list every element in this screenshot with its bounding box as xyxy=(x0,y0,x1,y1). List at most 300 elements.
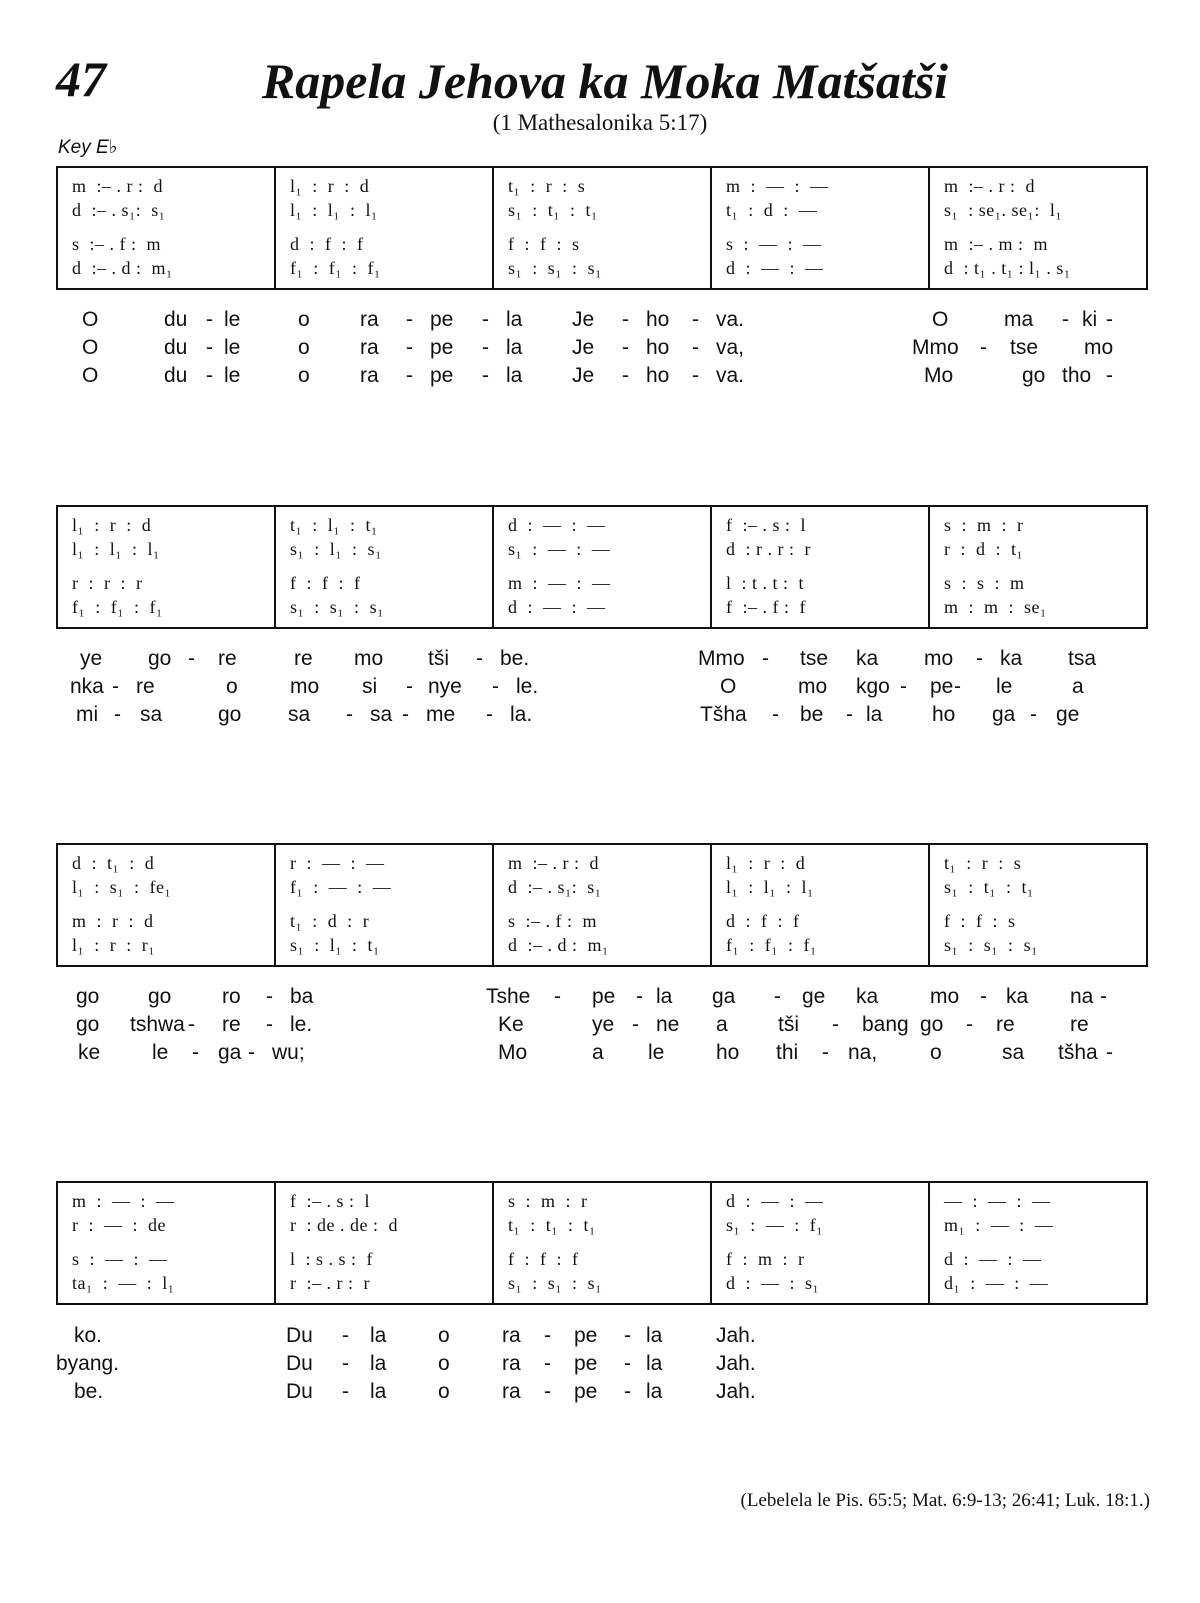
lyrics-block xyxy=(56,647,1156,731)
lyric-syllable: pe xyxy=(592,985,616,1008)
lyric-syllable: wu; xyxy=(272,1041,305,1064)
lyric-syllable: la xyxy=(656,985,673,1008)
solfa-part-row: r : d : t₁ xyxy=(944,539,1024,559)
lyric-syllable: mo xyxy=(1084,336,1114,359)
solfa-part-row: s₁ : s₁ : s₁ xyxy=(290,597,384,617)
solfa-part-row: m : — : — xyxy=(726,176,829,196)
lyric-syllable: la xyxy=(370,1324,387,1347)
lyric-syllable: ra xyxy=(360,364,379,387)
lyric-syllable: re xyxy=(222,1013,241,1036)
lyric-syllable: Du xyxy=(286,1324,313,1347)
solfa-part-row: f :– . s : l xyxy=(726,515,807,535)
lyric-syllable: du xyxy=(164,336,188,359)
solfa-part-row: s : m : r xyxy=(944,515,1024,535)
lyric-syllable: tse xyxy=(800,647,829,670)
lyric-syllable: la xyxy=(506,336,523,359)
solfa-part-row: f₁ : f₁ : f₁ xyxy=(726,935,817,955)
lyric-syllable: - xyxy=(1106,1041,1113,1064)
hymn-number: 47 xyxy=(56,51,106,107)
lyric-syllable: ho xyxy=(646,308,670,331)
lyric-syllable: le xyxy=(224,336,241,359)
lyric-syllable: o xyxy=(930,1041,942,1064)
lyric-syllable: mo xyxy=(930,985,960,1008)
lyric-syllable: le. xyxy=(516,675,539,698)
solfa-part-row: m :– . r : d xyxy=(944,176,1035,196)
measure xyxy=(712,1183,930,1303)
lyric-syllable: mo xyxy=(924,647,954,670)
lyric-line xyxy=(56,1013,1156,1041)
lyric-syllable: si xyxy=(362,675,378,698)
solfa-part-row: f :– . f : f xyxy=(726,597,806,617)
solfa-part-row: f : f : s xyxy=(944,911,1016,931)
measure xyxy=(930,168,1146,288)
solfa-part-row: f : f : s xyxy=(508,234,580,254)
solfa-part-row: r : — : — xyxy=(290,853,385,873)
lyrics-block xyxy=(56,1324,1156,1408)
lyric-syllable: mo xyxy=(290,675,320,698)
lyric-line xyxy=(56,647,1156,675)
lyric-syllable: Je xyxy=(572,308,595,331)
lyric-syllable: ka xyxy=(1000,647,1023,670)
solfa-part-row: t₁ : d : r xyxy=(290,911,370,931)
lyric-syllable: a xyxy=(592,1041,604,1064)
lyric-syllable: Je xyxy=(572,364,595,387)
measure xyxy=(276,845,494,965)
lyric-syllable: o xyxy=(298,364,310,387)
lyric-syllable: le. xyxy=(290,1013,313,1036)
lyric-line xyxy=(56,985,1156,1013)
solfa-part-row: d : r . r : r xyxy=(726,539,811,559)
lyric-syllable: va, xyxy=(716,336,745,359)
lyric-syllable: ra xyxy=(360,308,379,331)
lyric-syllable: - xyxy=(482,364,489,387)
lyric-syllable: ke xyxy=(78,1041,101,1064)
measure xyxy=(712,845,930,965)
lyric-syllable: - xyxy=(954,675,961,698)
lyric-syllable: - xyxy=(544,1324,551,1347)
measure xyxy=(712,168,930,288)
lyric-syllable: o xyxy=(438,1352,450,1375)
lyric-syllable: - xyxy=(544,1352,551,1375)
solfa-part-row: l : t . t : t xyxy=(726,573,805,593)
lyric-syllable: - xyxy=(544,1380,551,1403)
lyric-syllable: tse xyxy=(1010,336,1039,359)
lyric-syllable: - xyxy=(822,1041,829,1064)
lyric-syllable: go xyxy=(76,1013,100,1036)
lyric-syllable: bang xyxy=(862,1013,909,1036)
solfa-part-row: f₁ : f₁ : f₁ xyxy=(290,258,381,278)
solfa-part-row: t₁ : d : — xyxy=(726,200,818,220)
lyric-syllable: ro xyxy=(222,985,241,1008)
lyric-syllable: Tšha xyxy=(700,703,747,726)
lyric-syllable: - xyxy=(402,703,409,726)
lyric-syllable: ra xyxy=(502,1380,521,1403)
solfa-part-row: f : f : f xyxy=(508,1249,579,1269)
lyric-syllable: O xyxy=(932,308,949,331)
lyric-syllable: re xyxy=(1070,1013,1089,1036)
lyric-syllable: nka xyxy=(70,675,104,698)
lyric-syllable: O xyxy=(82,308,99,331)
lyric-syllable: ho xyxy=(646,336,670,359)
lyric-line xyxy=(56,1324,1156,1352)
lyric-line xyxy=(56,336,1156,364)
solfa-part-row: m : — : — xyxy=(508,573,611,593)
solfa-part-row: m : — : — xyxy=(72,1191,175,1211)
solfa-part-row: d : — : — xyxy=(508,597,606,617)
solfa-part-row: s₁ : — : f₁ xyxy=(726,1215,824,1235)
lyric-syllable: - xyxy=(632,1013,639,1036)
lyric-syllable: - xyxy=(346,703,353,726)
solfa-part-row: m :– . m : m xyxy=(944,234,1049,254)
solfa-part-row: f : m : r xyxy=(726,1249,805,1269)
solfa-part-row: ta₁ : — : l₁ xyxy=(72,1273,175,1293)
lyric-syllable: - xyxy=(622,308,629,331)
lyric-syllable: - xyxy=(206,364,213,387)
solfa-part-row: l₁ : r : d xyxy=(726,853,806,873)
solfa-part-row: d : f : f xyxy=(290,234,364,254)
lyric-syllable: - xyxy=(692,336,699,359)
lyric-syllable: - xyxy=(482,308,489,331)
lyric-syllable: ko. xyxy=(74,1324,103,1347)
lyric-syllable: du xyxy=(164,308,188,331)
lyric-syllable: - xyxy=(1030,703,1037,726)
lyric-syllable: - xyxy=(266,985,273,1008)
lyric-syllable: tho xyxy=(1062,364,1092,387)
measure xyxy=(930,1183,1146,1303)
lyric-syllable: go xyxy=(148,985,172,1008)
lyric-syllable: O xyxy=(82,336,99,359)
lyric-syllable: - xyxy=(206,308,213,331)
solfa-part-row: s₁ : t₁ : t₁ xyxy=(508,200,598,220)
lyric-syllable: - xyxy=(342,1324,349,1347)
lyric-syllable: - xyxy=(406,364,413,387)
lyric-syllable: ga xyxy=(992,703,1016,726)
lyric-syllable: Je xyxy=(572,336,595,359)
lyric-syllable: le xyxy=(152,1041,169,1064)
lyric-syllable: - xyxy=(114,703,121,726)
lyric-syllable: - xyxy=(624,1352,631,1375)
solfa-part-row: s :– . f : m xyxy=(72,234,162,254)
lyric-syllable: la. xyxy=(510,703,533,726)
solfa-part-row: d : — : — xyxy=(944,1249,1042,1269)
footnote-references: (Lebelela le Pis. 65:5; Mat. 6:9-13; 26:41; Luk. 18:1.) xyxy=(740,1490,1150,1511)
lyric-syllable: pe xyxy=(930,675,954,698)
lyric-syllable: - xyxy=(966,1013,973,1036)
solfa-part-row: d₁ : — : — xyxy=(944,1273,1049,1293)
lyric-syllable: ge xyxy=(1056,703,1080,726)
lyric-syllable: la xyxy=(646,1324,663,1347)
solfa-part-row: m₁ : — : — xyxy=(944,1215,1054,1235)
lyric-syllable: re xyxy=(996,1013,1015,1036)
solfa-part-row: r : — : de xyxy=(72,1215,166,1235)
solfa-part-row: s₁ : s₁ : s₁ xyxy=(508,1273,602,1293)
lyric-syllable: go xyxy=(920,1013,944,1036)
solfa-part-row: f :– . s : l xyxy=(290,1191,371,1211)
lyric-syllable: ka xyxy=(1006,985,1029,1008)
solfa-part-row: d :– . d : m₁ xyxy=(72,258,173,278)
lyric-syllable: - xyxy=(342,1352,349,1375)
solfa-part-row: m :– . r : d xyxy=(508,853,599,873)
lyric-syllable: - xyxy=(622,364,629,387)
measure xyxy=(276,1183,494,1303)
tonic-solfa-system xyxy=(56,843,1148,967)
lyric-syllable: tši xyxy=(778,1013,799,1036)
lyric-syllable: O xyxy=(82,364,99,387)
lyric-syllable: - xyxy=(206,336,213,359)
lyric-syllable: ho xyxy=(932,703,956,726)
lyric-syllable: re xyxy=(294,647,313,670)
lyric-syllable: - xyxy=(622,336,629,359)
lyric-line xyxy=(56,364,1156,392)
solfa-part-row: s₁ : s₁ : s₁ xyxy=(944,935,1038,955)
solfa-part-row: s₁ : l₁ : t₁ xyxy=(290,935,380,955)
lyric-syllable: - xyxy=(1106,308,1113,331)
lyric-syllable: ga xyxy=(712,985,736,1008)
lyric-syllable: - xyxy=(762,647,769,670)
lyric-syllable: - xyxy=(266,1013,273,1036)
lyric-syllable: - xyxy=(482,336,489,359)
measure xyxy=(58,168,276,288)
lyric-syllable: O xyxy=(720,675,737,698)
lyric-syllable: mo xyxy=(354,647,384,670)
lyric-syllable: me xyxy=(426,703,456,726)
key-signature: Key E♭ xyxy=(58,137,118,158)
solfa-part-row: t₁ : r : s xyxy=(944,853,1022,873)
lyric-syllable: go xyxy=(148,647,172,670)
lyric-syllable: - xyxy=(112,675,119,698)
lyric-syllable: pe xyxy=(574,1352,598,1375)
lyric-syllable: - xyxy=(492,675,499,698)
lyric-syllable: Mmo xyxy=(912,336,959,359)
lyric-syllable: re xyxy=(136,675,155,698)
lyric-syllable: - xyxy=(1100,985,1107,1008)
measure xyxy=(276,168,494,288)
lyric-syllable: - xyxy=(980,336,987,359)
lyric-syllable: thi xyxy=(776,1041,799,1064)
solfa-part-row: m :– . r : d xyxy=(72,176,163,196)
solfa-part-row: d : — : — xyxy=(726,1191,824,1211)
lyric-syllable: - xyxy=(188,647,195,670)
solfa-part-row: m : m : se₁ xyxy=(944,597,1047,617)
solfa-part-row: t₁ : r : s xyxy=(508,176,586,196)
solfa-part-row: l : s . s : f xyxy=(290,1249,374,1269)
lyric-syllable: ye xyxy=(592,1013,615,1036)
lyric-line xyxy=(56,1380,1156,1408)
lyric-syllable: nye xyxy=(428,675,462,698)
solfa-part-row: f₁ : — : — xyxy=(290,877,392,897)
lyric-syllable: tši xyxy=(428,647,449,670)
solfa-part-row: d :– . s₁: s₁ xyxy=(72,200,166,220)
lyric-line xyxy=(56,308,1156,336)
scripture-reference: (1 Mathesalonika 5:17) xyxy=(492,110,708,135)
lyric-syllable: mi xyxy=(76,703,99,726)
lyric-syllable: ho xyxy=(716,1041,740,1064)
solfa-part-row: s : — : — xyxy=(72,1249,168,1269)
lyric-syllable: ma xyxy=(1004,308,1034,331)
lyric-syllable: va. xyxy=(716,308,745,331)
measure xyxy=(58,1183,276,1303)
lyric-syllable: - xyxy=(1062,308,1069,331)
lyric-syllable: la xyxy=(506,308,523,331)
lyric-syllable: Ke xyxy=(498,1013,524,1036)
lyric-syllable: - xyxy=(624,1324,631,1347)
lyric-syllable: Jah. xyxy=(716,1380,756,1403)
lyric-syllable: - xyxy=(624,1380,631,1403)
lyric-syllable: - xyxy=(406,675,413,698)
lyric-syllable: - xyxy=(248,1041,255,1064)
solfa-part-row: l₁ : r : d xyxy=(290,176,370,196)
solfa-part-row: s :– . f : m xyxy=(508,911,598,931)
lyrics-block xyxy=(56,985,1156,1069)
lyric-syllable: byang. xyxy=(56,1352,120,1375)
lyric-syllable: le xyxy=(224,364,241,387)
lyric-syllable: - xyxy=(406,308,413,331)
solfa-part-row: l₁ : l₁ : l₁ xyxy=(726,877,814,897)
lyric-syllable: la xyxy=(646,1380,663,1403)
lyric-syllable: ne xyxy=(656,1013,680,1036)
lyric-syllable: ba xyxy=(290,985,314,1008)
lyric-syllable: - xyxy=(692,364,699,387)
solfa-part-row: r : de . de : d xyxy=(290,1215,398,1235)
lyric-syllable: Jah. xyxy=(716,1324,756,1347)
lyric-syllable: go xyxy=(218,703,242,726)
lyric-syllable: pe xyxy=(574,1380,598,1403)
measure xyxy=(494,168,712,288)
lyric-syllable: ra xyxy=(360,336,379,359)
lyric-syllable: kgo xyxy=(856,675,890,698)
solfa-part-row: s₁ : t₁ : t₁ xyxy=(944,877,1034,897)
solfa-part-row: d :– . s₁: s₁ xyxy=(508,877,602,897)
solfa-part-row: d : — : — xyxy=(726,258,824,278)
lyric-syllable: Jah. xyxy=(716,1352,756,1375)
solfa-part-row: s₁ : — : — xyxy=(508,539,611,559)
lyric-syllable: - xyxy=(900,675,907,698)
lyric-syllable: ka xyxy=(856,647,879,670)
lyric-syllable: la xyxy=(646,1352,663,1375)
solfa-part-row: r :– . r : r xyxy=(290,1273,370,1293)
lyric-syllable: le xyxy=(648,1041,665,1064)
lyric-syllable: - xyxy=(476,647,483,670)
lyric-syllable: Du xyxy=(286,1352,313,1375)
lyric-syllable: Mmo xyxy=(698,647,745,670)
lyric-syllable: - xyxy=(192,1041,199,1064)
lyric-syllable: - xyxy=(772,703,779,726)
lyric-syllable: sa xyxy=(370,703,393,726)
lyric-syllable: - xyxy=(1106,364,1113,387)
measure xyxy=(494,845,712,965)
lyric-syllable: ge xyxy=(802,985,826,1008)
solfa-part-row: s₁ : l₁ : s₁ xyxy=(290,539,382,559)
solfa-part-row: l₁ : r : r₁ xyxy=(72,935,156,955)
lyric-syllable: pe xyxy=(574,1324,598,1347)
measure xyxy=(276,507,494,627)
solfa-part-row: f : f : f xyxy=(290,573,361,593)
lyric-syllable: go xyxy=(1022,364,1046,387)
measure xyxy=(58,845,276,965)
hymn-title: Rapela Jehova ka Moka Matšatši xyxy=(261,53,949,109)
lyric-syllable: tshwa xyxy=(130,1013,185,1036)
lyric-syllable: na, xyxy=(848,1041,878,1064)
solfa-part-row: d : f : f xyxy=(726,911,800,931)
lyric-syllable: a xyxy=(716,1013,728,1036)
lyrics-block xyxy=(56,308,1156,392)
lyric-syllable: pe xyxy=(430,308,454,331)
lyric-syllable: - xyxy=(832,1013,839,1036)
lyric-line xyxy=(56,703,1156,731)
lyric-syllable: tšha xyxy=(1058,1041,1098,1064)
measure xyxy=(494,507,712,627)
lyric-syllable: la xyxy=(370,1380,387,1403)
lyric-syllable: pe xyxy=(430,336,454,359)
lyric-syllable: ka xyxy=(856,985,879,1008)
lyric-syllable: ye xyxy=(80,647,103,670)
solfa-part-row: l₁ : l₁ : l₁ xyxy=(72,539,160,559)
lyric-syllable: va. xyxy=(716,364,745,387)
lyric-syllable: - xyxy=(342,1380,349,1403)
tonic-solfa-system xyxy=(56,505,1148,629)
lyric-syllable: go xyxy=(76,985,100,1008)
lyric-syllable: Du xyxy=(286,1380,313,1403)
solfa-part-row: s : — : — xyxy=(726,234,822,254)
lyric-syllable: - xyxy=(554,985,561,1008)
lyric-syllable: pe xyxy=(430,364,454,387)
measure xyxy=(494,1183,712,1303)
lyric-line xyxy=(56,675,1156,703)
lyric-syllable: la xyxy=(370,1352,387,1375)
lyric-syllable: na xyxy=(1070,985,1094,1008)
lyric-syllable: la xyxy=(866,703,883,726)
lyric-syllable: be xyxy=(800,703,824,726)
lyric-syllable: - xyxy=(774,985,781,1008)
lyric-syllable: Tshe xyxy=(486,985,531,1008)
solfa-part-row: d : t₁ : d xyxy=(72,853,155,873)
lyric-syllable: - xyxy=(486,703,493,726)
tonic-solfa-system xyxy=(56,1181,1148,1305)
measure xyxy=(930,507,1146,627)
solfa-part-row: m : r : d xyxy=(72,911,154,931)
lyric-syllable: la xyxy=(506,364,523,387)
lyric-syllable: o xyxy=(226,675,238,698)
lyric-syllable: - xyxy=(846,703,853,726)
tonic-solfa-system xyxy=(56,166,1148,290)
lyric-syllable: sa xyxy=(288,703,311,726)
solfa-part-row: d : t₁ . t₁ : l₁ . s₁ xyxy=(944,258,1071,278)
solfa-part-row: f₁ : f₁ : f₁ xyxy=(72,597,163,617)
solfa-part-row: s₁ : s₁ : s₁ xyxy=(508,258,602,278)
solfa-part-row: t₁ : t₁ : t₁ xyxy=(508,1215,596,1235)
lyric-syllable: ki xyxy=(1082,308,1098,331)
lyric-syllable: be. xyxy=(74,1380,104,1403)
solfa-part-row: s₁ : se₁. se₁: l₁ xyxy=(944,200,1063,220)
lyric-syllable: re xyxy=(218,647,237,670)
lyric-syllable: a xyxy=(1072,675,1084,698)
lyric-syllable: o xyxy=(298,308,310,331)
lyric-syllable: o xyxy=(298,336,310,359)
lyric-syllable: Mo xyxy=(924,364,954,387)
lyric-syllable: mo xyxy=(798,675,828,698)
lyric-syllable: - xyxy=(188,1013,195,1036)
lyric-syllable: - xyxy=(976,647,983,670)
solfa-part-row: s : s : m xyxy=(944,573,1025,593)
solfa-part-row: l₁ : r : d xyxy=(72,515,152,535)
lyric-syllable: - xyxy=(406,336,413,359)
lyric-syllable: be. xyxy=(500,647,530,670)
lyric-syllable: sa xyxy=(140,703,163,726)
lyric-syllable: ra xyxy=(502,1324,521,1347)
lyric-syllable: du xyxy=(164,364,188,387)
lyric-syllable: - xyxy=(980,985,987,1008)
lyric-syllable: le xyxy=(224,308,241,331)
